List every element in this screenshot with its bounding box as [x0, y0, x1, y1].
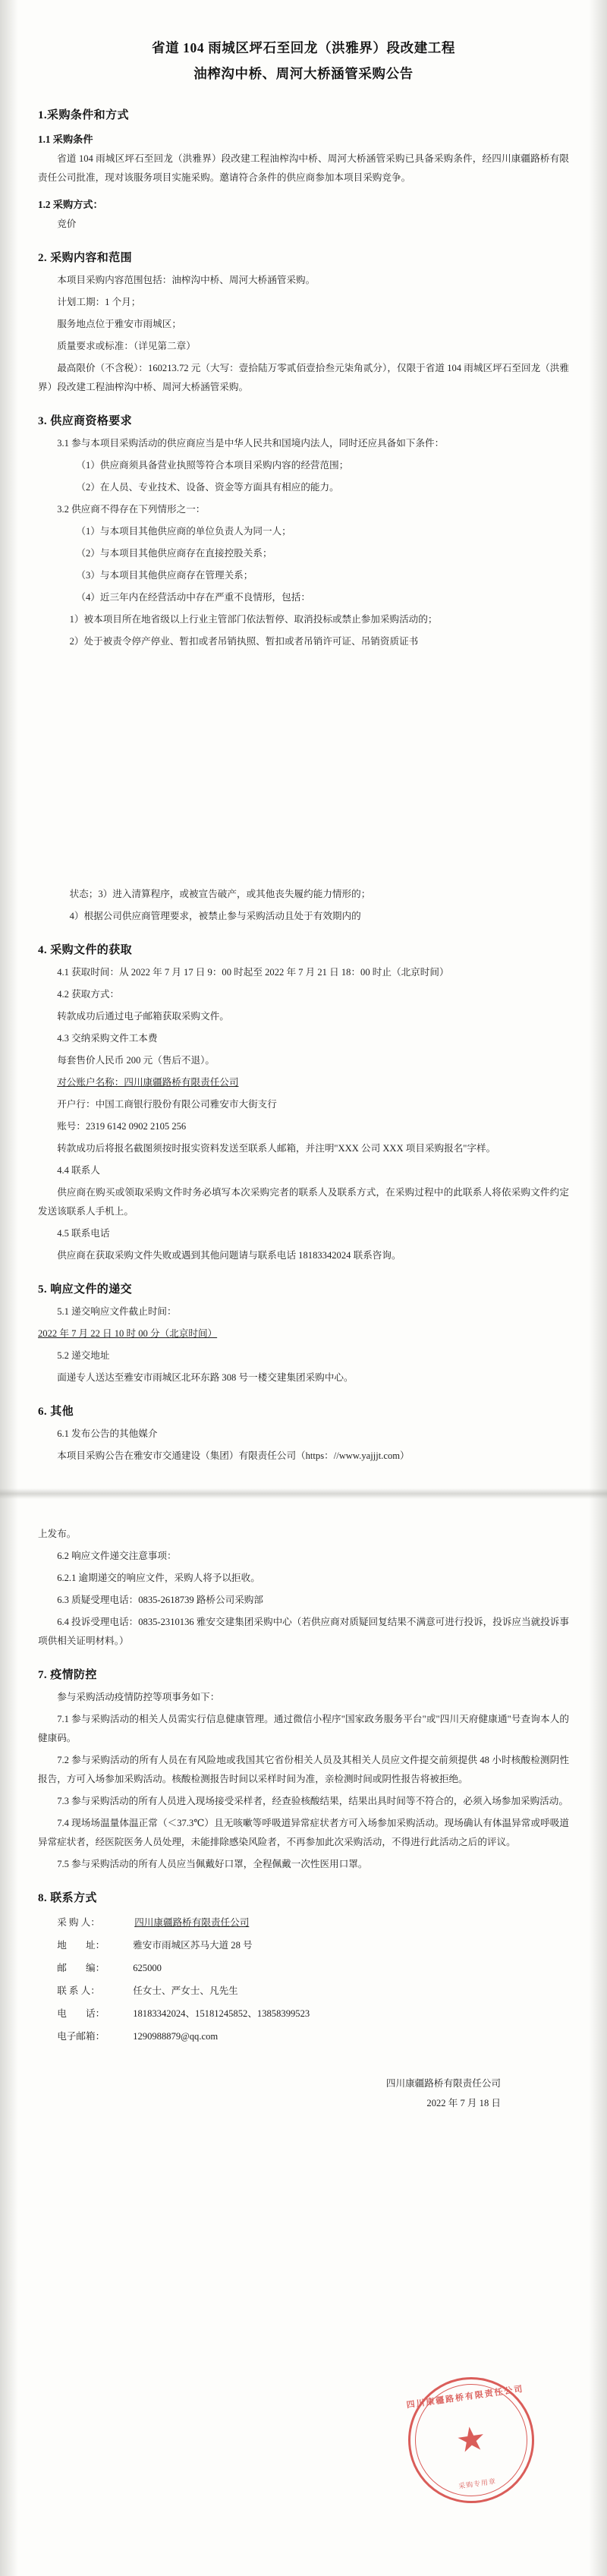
contact-label-address: 地 址： — [57, 1940, 105, 1951]
section-4-p8: 账号：2319 6142 0902 2105 256 — [57, 1121, 187, 1132]
page2-p1: 6.2 响应文件递交注意事项： — [57, 1551, 177, 1561]
page2-p2: 6.2.1 逾期递交的响应文件，采购人将予以拒收。 — [57, 1573, 260, 1583]
section-4-p5: 每套售价人民币 200 元（售后不退）。 — [57, 1055, 215, 1066]
contact-row-buyer — [38, 1911, 313, 1934]
section-4-p13: 供应商在获取采购文件失败或遇到其他问题请与联系电话 18183342024 联系咨询。 — [57, 1250, 401, 1261]
submission-deadline: 2022 年 7 月 22 日 10 时 00 分（北京时间） — [38, 1328, 218, 1339]
section-3-p1: 3.1 参与本项目采购活动的供应商应当是中华人民共和国境内法人，同时还应具备如下条件： — [57, 438, 445, 449]
signature-block — [38, 2074, 569, 2113]
section-5-p3: 5.2 递交地址 — [57, 1350, 110, 1361]
section-6-p2: 本项目采购公告在雅安市交通建设（集团）有限责任公司（https：//www.yajjjt.com） — [57, 1450, 410, 1461]
contact-value-buyer: 四川康疆路桥有限责任公司 — [134, 1917, 250, 1928]
section-4-p11: 供应商在购买或领取采购文件时务必填写本次采购完者的联系人及联系方式，在采购过程中的此联系人将依采购文件约定发送该联系人手机上。 — [38, 1187, 569, 1217]
page-right-shadow — [589, 0, 607, 2576]
section-heading-4: 4. 采购文件的获取 — [38, 944, 133, 956]
title-line-2: 油榨沟中桥、周河大桥涵管采购公告 — [193, 66, 414, 81]
contact-label-phone: 电 话： — [57, 2008, 105, 2019]
section-2-p5: 最高限价（不含税）：160213.72 元（大写：壹拾陆万零贰佰壹拾叁元柒角贰分），仅限于省道 104 雨城区坪石至回龙（洪雅界）段改建工程油榨沟中桥、周河大桥涵管采购。 — [38, 363, 569, 392]
seal-star-icon: ★ — [453, 2419, 489, 2461]
section-1-sub-2: 1.2 采购方式： — [38, 199, 103, 210]
contact-row-person — [38, 1979, 313, 2002]
contact-row-address — [38, 1934, 313, 1957]
signature-company: 四川康疆路桥有限责任公司 — [385, 2078, 501, 2089]
contact-label-postcode: 邮 编： — [57, 1963, 105, 1973]
service-location-text: 服务地点位于雅安市雨城区； — [57, 319, 181, 329]
contact-value-phone: 18183342024、15181245852、13858399523 — [133, 2008, 310, 2019]
seal-bottom-text: 采购专用章 — [458, 2477, 497, 2490]
section-heading-5: 5. 响应文件的递交 — [38, 1283, 133, 1296]
section-1-p1: 省道 104 雨城区坪石至回龙（洪雅界）段改建工程油榨沟中桥、周河大桥涵管采购已具备采购条件，经四川康疆路桥有限责任公司批准，现对该服务项目实施采购。邀请符合条件的供应商参加本项目采购竞争。 — [38, 153, 569, 183]
section-7-p2: 7.1 参与采购活动的相关人员需实行信息健康管理。通过微信小程序"国家政务服务平台"或"四川天府健康通"号查询本人的健康码。 — [38, 1714, 569, 1743]
contact-value-address: 雅安市雨城区苏马大道 28 号 — [133, 1940, 253, 1951]
contact-value-person: 任女士、严女士、凡先生 — [133, 1986, 238, 1996]
section-5-p2 — [38, 1324, 569, 1343]
section-4-p1: 4.1 获取时间：从 2022 年 7 月 17 日 9：00 时起至 2022 年 7 月 21 日 18：00 时止（北京时间） — [57, 967, 449, 978]
section-5-p4 — [38, 1368, 569, 1387]
contact-label-person: 联 系 人： — [57, 1986, 100, 1996]
section-1-sub-1: 1.1 采购条件 — [38, 134, 93, 145]
section-7-p6: 7.5 参与采购活动的所有人员应当佩戴好口罩，全程佩戴一次性医用口罩。 — [57, 1859, 368, 1869]
section-3-p6: （2）与本项目其他供应商存在直接控股关系； — [76, 548, 272, 559]
contact-row-postcode — [38, 1957, 313, 1979]
payee-account-name: 对公账户名称：四川康疆路桥有限责任公司 — [57, 1077, 239, 1088]
contact-value-postcode: 625000 — [133, 1963, 162, 1973]
page-break — [38, 1469, 569, 1522]
section-3-p8: （4）近三年内在经营活动中存在严重不良情形，包括： — [76, 592, 310, 603]
section-3-p11: 状态；3）进入清算程序，或被宣告破产，或其他丧失履约能力情形的； — [69, 889, 371, 899]
section-3-p5: （1）与本项目其他供应商的单位负责人为同一人； — [76, 526, 291, 537]
section-4-p12: 4.5 联系电话 — [57, 1228, 110, 1239]
contact-label-buyer: 采 购 人： — [57, 1917, 100, 1928]
section-1-p2: 竞价 — [57, 219, 77, 229]
signature-date: 2022 年 7 月 18 日 — [426, 2098, 501, 2108]
seal-top-text: 四川康疆路桥有限责任公司 — [405, 2384, 525, 2411]
document-sheet — [38, 0, 569, 2113]
submission-address: 面递专人送达至雅安市雨城区北环东路 308 号一楼交建集团采购中心。 — [57, 1372, 354, 1383]
section-3-p9: 1）被本项目所在地省级以上行业主管部门依法暂停、取消投标或禁止参加采购活动的； — [69, 614, 438, 625]
page2-p3: 6.3 质疑受理电话：0835-2618739 路桥公司采购部 — [57, 1595, 263, 1605]
section-3-p4: 3.2 供应商不得存在下列情形之一： — [57, 504, 206, 515]
section-2-p3 — [38, 315, 569, 334]
section-2-p2: 计划工期：1 个月； — [57, 297, 141, 307]
section-4-p4: 4.3 交纳采购文件工本费 — [57, 1033, 158, 1044]
contact-table — [38, 1911, 313, 2048]
page-whitespace — [38, 654, 569, 882]
section-3-p3: （2）在人员、专业技术、设备、资金等方面具有相应的能力。 — [76, 482, 339, 493]
page2-p4: 6.4 投诉受理电话：0835-2310136 雅安交建集团采购中心（若供应商对质疑回复结果不满意可进行投诉，投诉应当就投诉事项供相关证明材料。） — [38, 1617, 569, 1646]
section-2-p1: 本项目采购内容范围包括：油榨沟中桥、周河大桥涵管采购。 — [57, 275, 316, 285]
section-heading-7: 7. 疫情防控 — [38, 1669, 97, 1681]
section-3-p10: 2）处于被责令停产停业、暂扣或者吊销执照、暂扣或者吊销许可证、吊销资质证书 — [69, 636, 419, 647]
page2-lead: 上发布。 — [38, 1529, 77, 1539]
contact-label-email: 电子邮箱： — [57, 2031, 105, 2042]
section-heading-2: 2. 采购内容和范围 — [38, 252, 133, 264]
section-heading-6: 6. 其他 — [38, 1406, 74, 1418]
company-seal-stamp — [400, 2369, 542, 2511]
section-4-p10: 4.4 联系人 — [57, 1165, 100, 1176]
section-4-p3: 转款成功后通过电子邮箱获取采购文件。 — [57, 1011, 229, 1022]
section-4-p6 — [38, 1073, 569, 1092]
section-3-p2: （1）供应商须具备营业执照等符合本项目采购内容的经营范围； — [76, 460, 349, 471]
page-left-shadow — [0, 0, 18, 2576]
contact-row-phone — [38, 2002, 313, 2025]
section-5-p1: 5.1 递交响应文件截止时间： — [57, 1306, 177, 1317]
section-4-p7: 开户行：中国工商银行股份有限公司雅安市大街支行 — [57, 1099, 277, 1110]
section-7-p3: 7.2 参与采购活动的所有人员在有风险地或我国其它省份相关人员及其相关人员应文件提交前须提供 48 小时核酸检测阴性报告，方可入场参加采购活动。核酸检测报告时间以采样时间为准，亲检测时间或阴性报告将被拒绝。 — [38, 1755, 570, 1784]
contact-row-email — [38, 2025, 313, 2048]
title-line-1: 省道 104 雨城区坪石至回龙（洪雅界）段改建工程 — [152, 40, 455, 55]
section-7-p4: 7.3 参与采购活动的所有人员进入现场接受采样者，经查验核酸结果，结果出具时间等不符合的，必须入场参加采购活动。 — [57, 1796, 568, 1806]
section-heading-8: 8. 联系方式 — [38, 1892, 97, 1904]
section-4-p2: 4.2 获取方式： — [57, 989, 120, 1000]
section-4-p9: 转款成功后将报名截图须按时报实资料发送至联系人邮箱，并注明"XXX 公司 XXX 项目采购报名"字样。 — [57, 1143, 496, 1154]
section-2-p4: 质量要求或标准：（详见第二章） — [57, 341, 196, 351]
contact-value-email: 1290988879@qq.com — [133, 2031, 219, 2042]
section-3-p7: （3）与本项目其他供应商存在管理关系； — [76, 570, 253, 581]
section-7-p5: 7.4 现场场温量体温正常（＜37.3℃）且无咳嗽等呼吸道异常症状者方可入场参加采购活动。现场确认有体温异常或呼吸道异常症状者，经医院医务人员处理，未能排除感染风险者，不再参加此次采购活动，不得进行此活动之后的评议。 — [38, 1818, 569, 1847]
section-6-p1: 6.1 发布公告的其他媒介 — [57, 1428, 158, 1439]
section-7-p1: 参与采购活动疫情防控等项事务如下： — [57, 1692, 220, 1702]
document-title — [61, 35, 546, 87]
section-heading-1: 1.采购条件和方式 — [38, 109, 129, 121]
section-heading-3: 3. 供应商资格要求 — [38, 415, 133, 427]
section-3-p12: 4）根据公司供应商管理要求，被禁止参与采购活动且处于有效期内的 — [69, 911, 361, 921]
